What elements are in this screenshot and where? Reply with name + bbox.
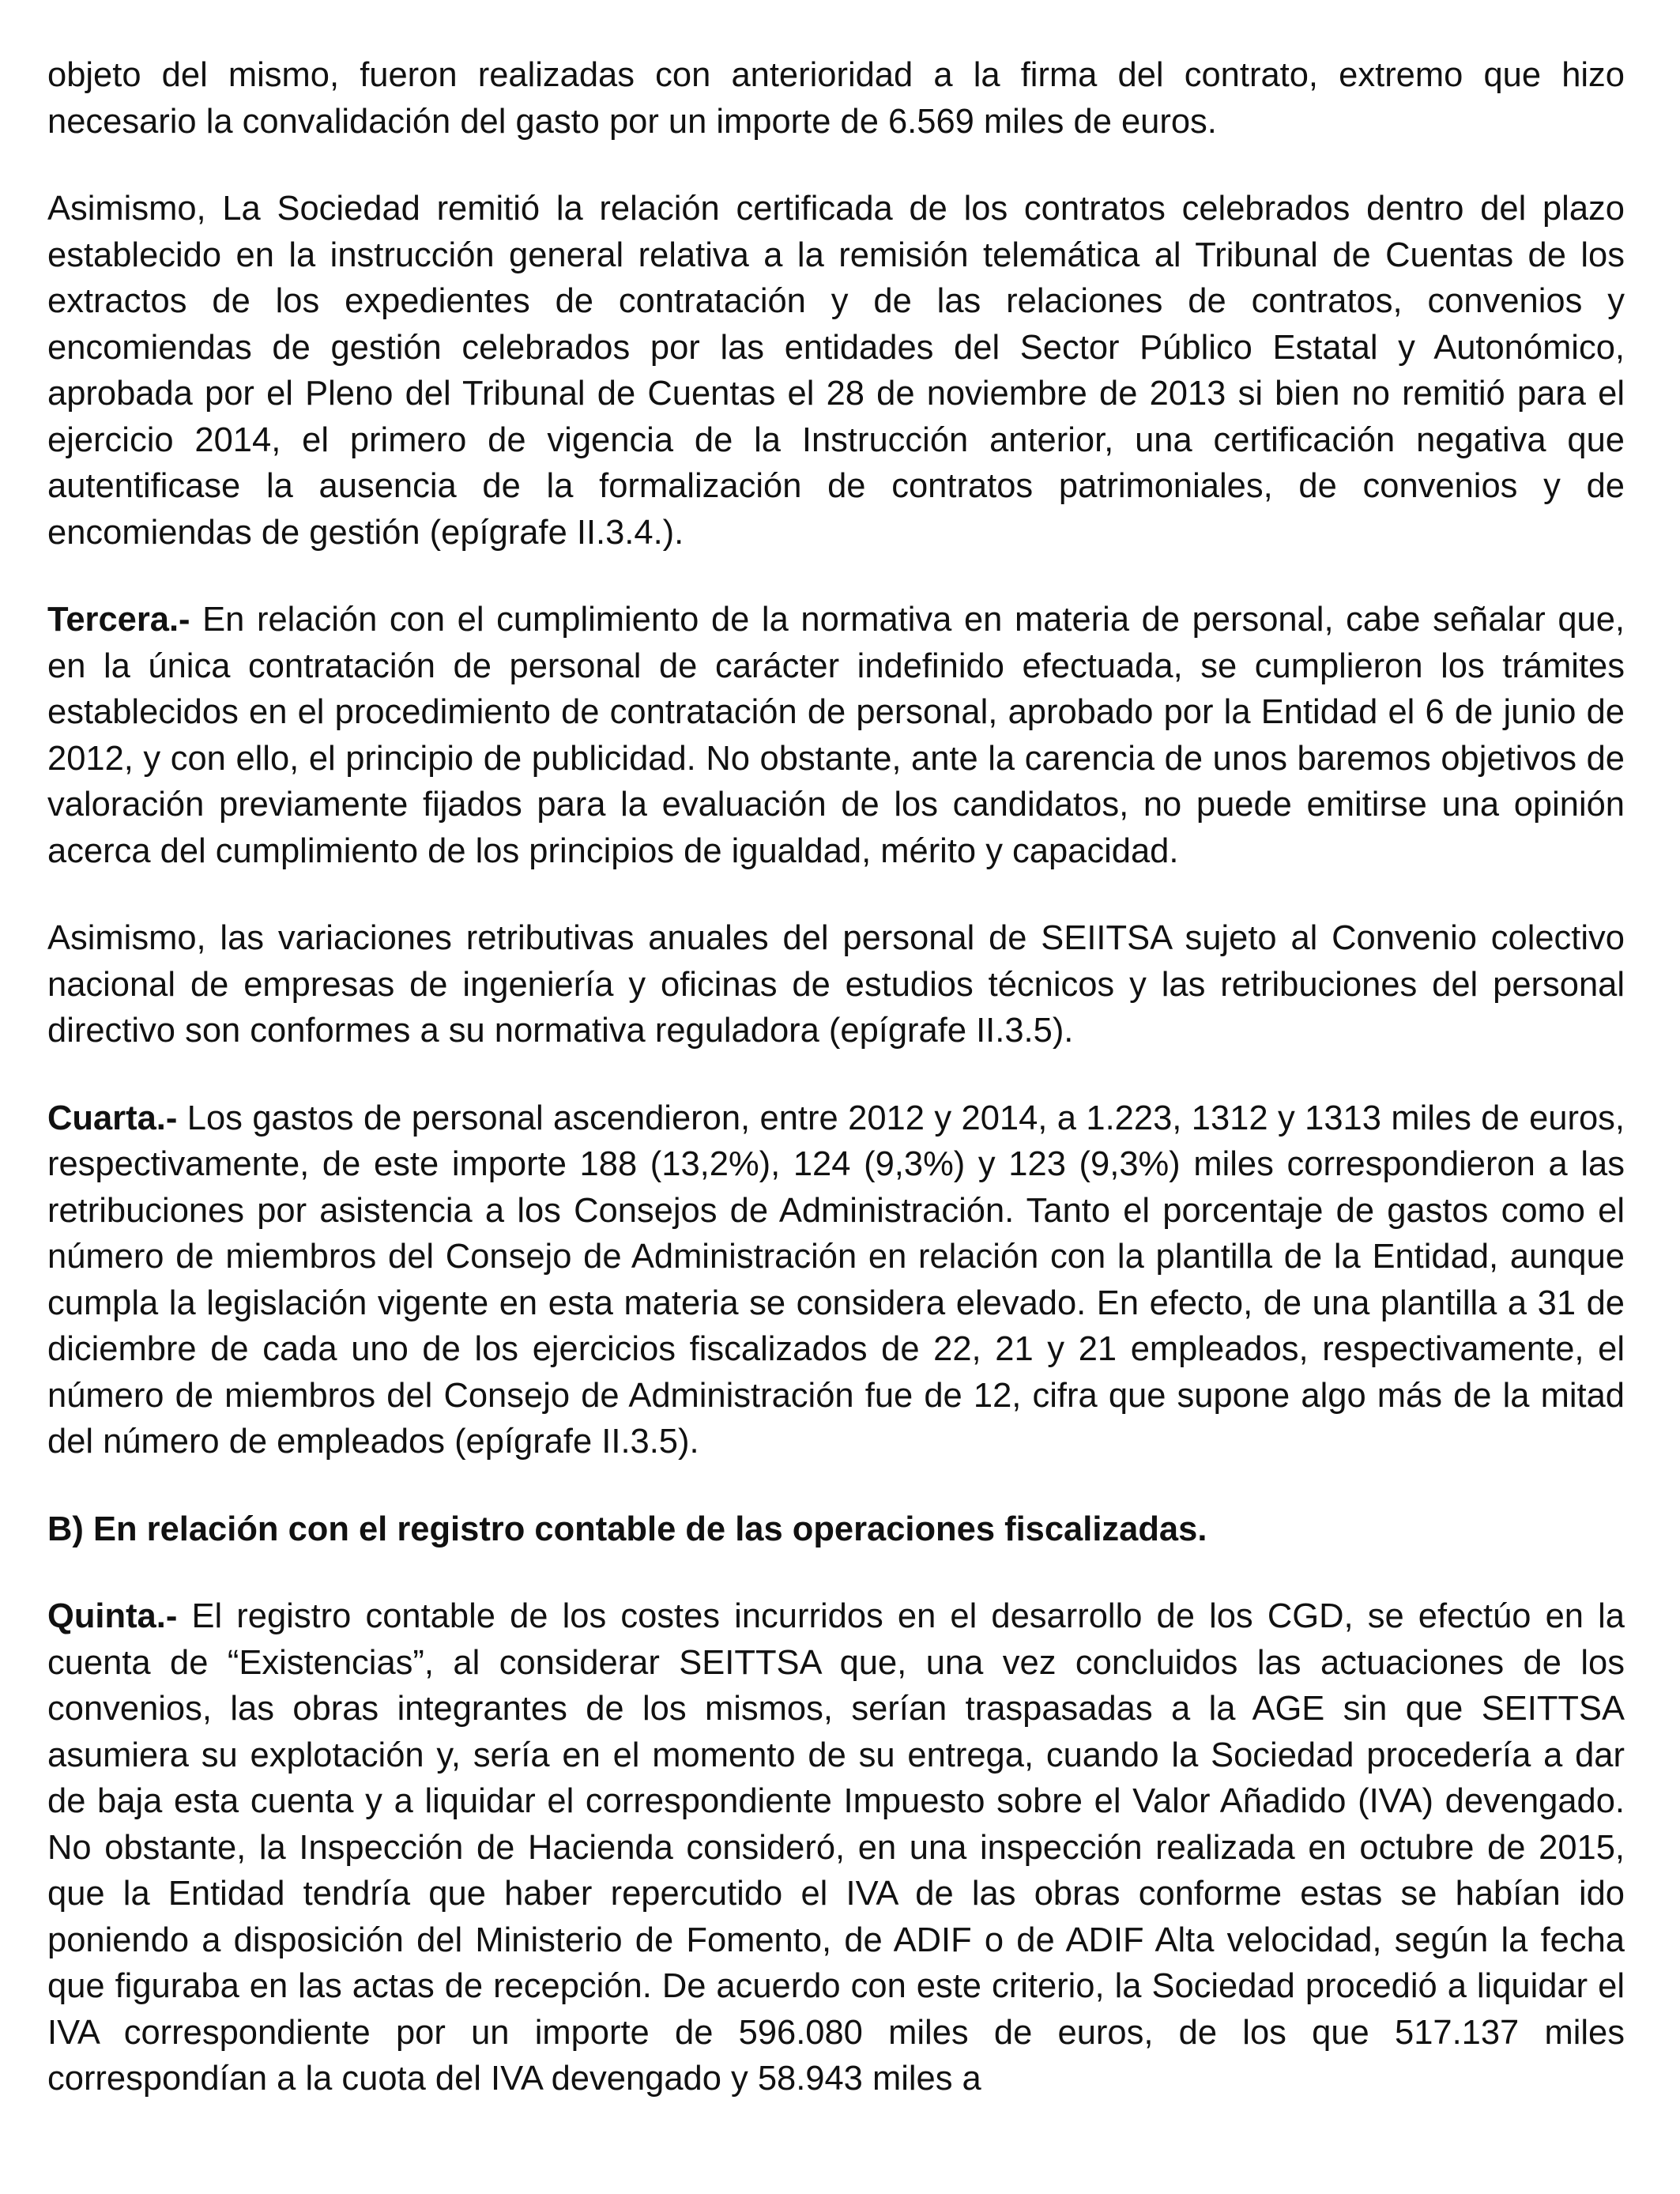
- conclusion-label-tercera: Tercera.-: [47, 601, 190, 639]
- paragraph-quinta: [47, 1593, 1625, 2102]
- paragraph-text: Asimismo, La Sociedad remitió la relación certificada de los contratos celebrados dentro del plazo establecido en la instrucción general relativa a la remisión telemática al Tribunal de Cuentas de los extractos de los expedientes de contratación y de las relaciones de contratos, convenios y encomiendas de gestión celebrados por las entidades del Sector Público Estatal y Autonómico, aprobada por el Pleno del Tribunal de Cuentas el 28 de noviembre de 2013 si bien no remitió para el ejercicio 2014, el primero de vigencia de la Instrucción anterior, una certificación negativa que autentificase la ausencia de la formalización de contratos patrimoniales, de convenios y de encomiendas de gestión (epígrafe II.3.4.).: [47, 190, 1625, 552]
- paragraph-text: En relación con el cumplimiento de la normativa en materia de personal, cabe señalar que, en la única contratación de personal de carácter indefinido efectuada, se cumplieron los trámites establecidos en el procedimiento de contratación de personal, aprobado por la Entidad el 6 de junio de 2012, y con ello, el principio de publicidad. No obstante, ante la carencia de unos baremos objetivos de valoración previamente fijados para la evaluación de los candidatos, no puede emitirse una opinión acerca del cumplimiento de los principios de igualdad, mérito y capacidad.: [47, 601, 1625, 870]
- section-heading: B) En relación con el registro contable de las operaciones fiscalizadas.: [47, 1510, 1207, 1548]
- paragraph-tercera: [47, 597, 1625, 874]
- conclusion-label-cuarta: Cuarta.-: [47, 1099, 178, 1137]
- paragraph-text: objeto del mismo, fueron realizadas con anterioridad a la firma del contrato, extremo que hizo necesario la convalidación del gasto por un importe de 6.569 miles de euros.: [47, 56, 1625, 141]
- paragraph-cuarta: [47, 1095, 1625, 1465]
- document-page: [47, 52, 1625, 2102]
- paragraph-text: El registro contable de los costes incurridos en el desarrollo de los CGD, se efectúo en la cuenta de “Existencias”, al considerar SEITTSA que, una vez concluidos las actuaciones de los convenios, las obras integrantes de los mismos, serían traspasadas a la AGE sin que SEITTSA asumiera su explotación y, sería en el momento de su entrega, cuando la Sociedad procedería a dar de baja esta cuenta y a liquidar el correspondiente Impuesto sobre el Valor Añadido (IVA) devengado. No obstante, la Inspección de Hacienda consideró, en una inspección realizada en octubre de 2015, que la Entidad tendría que haber repercutido el IVA de las obras conforme estas se habían ido poniendo a disposición del Ministerio de Fomento, de ADIF o de ADIF Alta velocidad, según la fecha que figuraba en las actas de recepción. De acuerdo con este criterio, la Sociedad procedió a liquidar el IVA correspondiente por un importe de 596.080 miles de euros, de los que 517.137 miles correspondían a la cuota del IVA devengado y 58.943 miles a: [47, 1597, 1625, 2098]
- paragraph-text: Los gastos de personal ascendieron, entre 2012 y 2014, a 1.223, 1312 y 1313 miles de euros, respectivamente, de este importe 188 (13,2%), 124 (9,3%) y 123 (9,3%) miles correspondieron a las retribuciones por asistencia a los Consejos de Administración. Tanto el porcentaje de gastos como el número de miembros del Consejo de Administración en relación con la plantilla de la Entidad, aunque cumpla la legislación vigente en esta materia se considera elevado. En efecto, de una plantilla a 31 de diciembre de cada uno de los ejercicios fiscalizados de 22, 21 y 21 empleados, respectivamente, el número de miembros del Consejo de Administración fue de 12, cifra que supone algo más de la mitad del número de empleados (epígrafe II.3.5).: [47, 1099, 1625, 1461]
- paragraph-variaciones-retributivas: [47, 915, 1625, 1054]
- paragraph-convalidacion: [47, 52, 1625, 145]
- paragraph-relacion-certificada: [47, 186, 1625, 556]
- paragraph-text: Asimismo, las variaciones retributivas anuales del personal de SEIITSA sujeto al Convenio colectivo nacional de empresas de ingeniería y oficinas de estudios técnicos y las retribuciones del personal directivo son conformes a su normativa reguladora (epígrafe II.3.5).: [47, 919, 1625, 1050]
- conclusion-label-quinta: Quinta.-: [47, 1597, 178, 1635]
